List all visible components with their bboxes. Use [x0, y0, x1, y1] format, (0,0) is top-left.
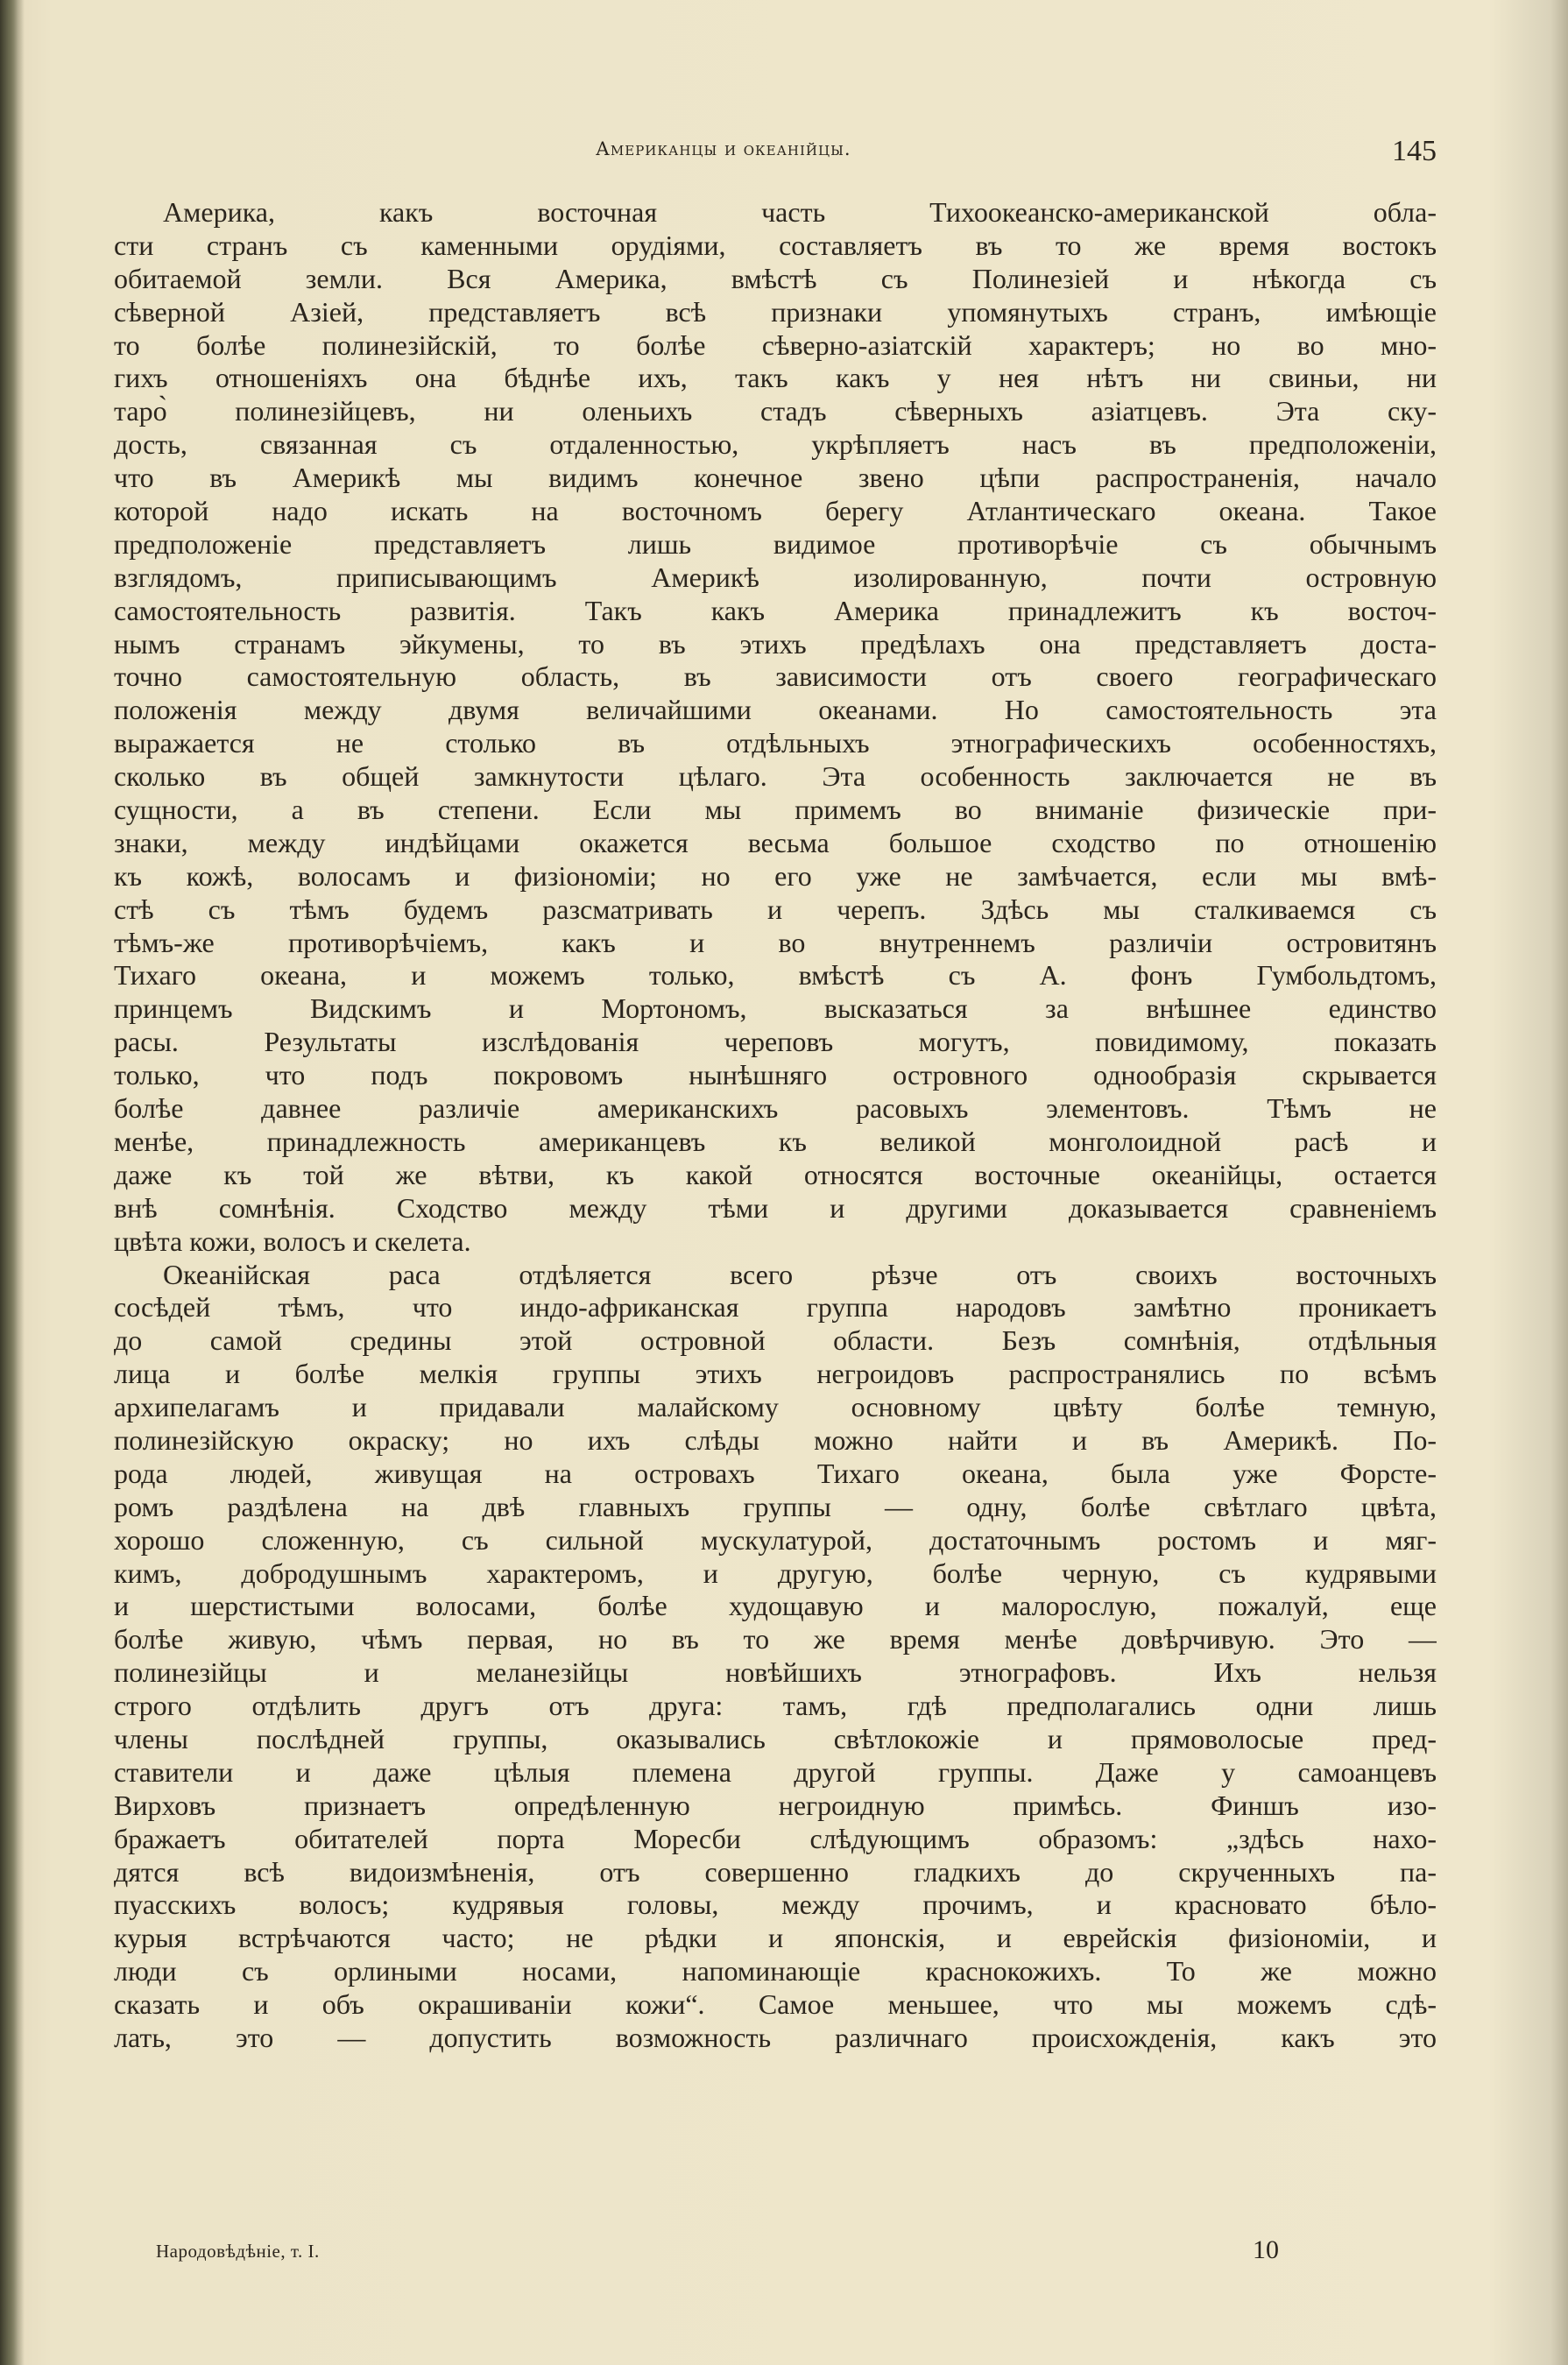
text-line: обитаемой земли. Вся Америка, вмѣстѣ съ Полинезіей и нѣкогда съ	[114, 262, 1437, 294]
signature-mark: Народовѣдѣніе, т. I.	[156, 2241, 320, 2262]
text-line: хорошо сложенную, съ сильной мускулатурой, достаточнымъ ростомъ и мяг-	[114, 1523, 1437, 1556]
text-line: Тихаго океана, и можемъ только, вмѣстѣ съ А. фонъ Гумбольдтомъ,	[114, 959, 1437, 992]
text-line: менѣе, принадлежность американцевъ къ великой монголоидной расѣ и	[114, 1125, 1437, 1157]
text-line: до самой средины этой островной области. Безъ сомнѣнія, отдѣльныя	[114, 1324, 1437, 1357]
text-line: что въ Америкѣ мы видимъ конечное звено цѣпи распространенія, начало	[114, 462, 1437, 494]
text-line: расы. Результаты изслѣдованія череповъ могутъ, повидимому, показать	[114, 1026, 1437, 1058]
text-line: рода людей, живущая на островахъ Тихаго океана, была уже Форсте-	[114, 1457, 1437, 1489]
sheet-number: 10	[1253, 2235, 1279, 2264]
running-title: Американцы и океанійцы.	[596, 138, 851, 159]
text-line: гихъ отношеніяхъ она бѣднѣе ихъ, такъ какъ у нея нѣтъ ни свиньи, ни	[114, 362, 1437, 394]
text-line: пуасскихъ волосъ; кудрявыя головы, между прочимъ, и красновато бѣло-	[114, 1888, 1437, 1921]
text-line: знаки, между индѣйцами окажется весьма большое сходство по отношенію	[114, 826, 1437, 858]
text-line: курыя встрѣчаются часто; не рѣдки и японскія, и еврейскія физіономіи, и	[114, 1922, 1437, 1954]
text-line: сущности, а въ степени. Если мы примемъ во вниманіе физическіе при-	[114, 794, 1437, 826]
binding-shadow	[0, 0, 25, 2365]
text-line: предположеніе представляетъ лишь видимое противорѣчіе съ обычнымъ	[114, 527, 1437, 560]
text-line: самостоятельность развитія. Такъ какъ Америка принадлежитъ къ восточ-	[114, 594, 1437, 626]
text-line: ромъ раздѣлена на двѣ главныхъ группы — одну, болѣе свѣтлаго цвѣта,	[114, 1490, 1437, 1522]
text-line: нымъ странамъ эйкумены, то въ этихъ предѣлахъ она представляетъ доста-	[114, 627, 1437, 660]
text-line: только, что подъ покровомъ нынѣшняго островного однообразія скрывается	[114, 1059, 1437, 1091]
text-line: люди съ орлиными носами, напоминающіе краснокожихъ. То же можно	[114, 1955, 1437, 1987]
text-line: ставители и даже цѣлыя племена другой группы. Даже у самоанцевъ	[114, 1755, 1437, 1788]
page-number: 145	[1392, 135, 1437, 167]
text-line: лица и болѣе мелкія группы этихъ негроидовъ распространялись по всѣмъ	[114, 1358, 1437, 1390]
body-text	[114, 196, 1437, 2055]
text-line: тѣмъ-же противорѣчіемъ, какъ и во внутреннемъ различіи островитянъ	[114, 926, 1437, 958]
running-header	[114, 131, 1437, 173]
text-line: то болѣе полинезійскій, то болѣе сѣверно-азіатскій характеръ; но во мно-	[114, 328, 1437, 361]
text-line: точно самостоятельную область, въ зависимости отъ своего географическаго	[114, 660, 1437, 693]
text-line: внѣ сомнѣнія. Сходство между тѣми и другими доказывается сравненіемъ	[114, 1191, 1437, 1224]
paragraph-end-line: цвѣта кожи, волосъ и скелета.	[114, 1225, 471, 1257]
text-line: таро̀ полинезійцевъ, ни оленьихъ стадъ сѣверныхъ азіатцевъ. Эта ску-	[114, 395, 1437, 427]
text-line: полинезійцы и меланезійцы новѣйшихъ этнографовъ. Ихъ нельзя	[114, 1656, 1437, 1689]
text-line: Вирховъ признаетъ опредѣленную негроидную примѣсь. Финшъ изо-	[114, 1789, 1437, 1821]
text-line: Океанійская раса отдѣляется всего рѣзче отъ своихъ восточныхъ	[163, 1258, 1437, 1290]
text-line: лать, это — допустить возможность различнаго происхожденія, какъ это	[114, 2021, 1437, 2053]
text-line: Америка, какъ восточная часть Тихоокеанско-американской обла-	[163, 196, 1437, 228]
text-line: полинезійскую окраску; но ихъ слѣды можно найти и въ Америкѣ. По-	[114, 1423, 1437, 1456]
text-line: положенія между двумя величайшими океанами. Но самостоятельность эта	[114, 694, 1437, 726]
text-line: принцемъ Видскимъ и Мортономъ, высказаться за внѣшнее единство	[114, 992, 1437, 1025]
text-line: бражаетъ обитателей порта Моресби слѣдующимъ образомъ: „здѣсь нахо-	[114, 1822, 1437, 1854]
text-line: выражается не столько въ отдѣльныхъ этнографическихъ особенностяхъ,	[114, 727, 1437, 759]
text-line: сколько въ общей замкнутости цѣлаго. Эта особенность заключается не въ	[114, 760, 1437, 793]
text-line: сѣверной Азіей, представляетъ всѣ признаки упомянутыхъ странъ, имѣющіе	[114, 295, 1437, 328]
text-line: сти странъ съ каменными орудіями, составляетъ въ то же время востокъ	[114, 229, 1437, 261]
text-line: дость, связанная съ отдаленностью, укрѣпляетъ насъ въ предположеніи,	[114, 428, 1437, 461]
text-line: сосѣдей тѣмъ, что индо-африканская группа народовъ замѣтно проникаетъ	[114, 1291, 1437, 1324]
text-line: которой надо искать на восточномъ берегу Атлантическаго океана. Такое	[114, 495, 1437, 527]
text-line: стѣ съ тѣмъ будемъ разсматривать и черепъ. Здѣсь мы сталкиваемся съ	[114, 893, 1437, 925]
text-line: даже къ той же вѣтви, къ какой относятся восточные океанійцы, остается	[114, 1158, 1437, 1190]
text-line: взглядомъ, приписывающимъ Америкѣ изолированную, почти островную	[114, 561, 1437, 593]
text-line: болѣе живую, чѣмъ первая, но въ то же время менѣе довѣрчивую. Это —	[114, 1623, 1437, 1656]
text-line: сказать и объ окрашиваніи кожи“. Самое меньшее, что мы можемъ сдѣ-	[114, 1988, 1437, 2021]
text-line: кимъ, добродушнымъ характеромъ, и другую, болѣе черную, съ кудрявыми	[114, 1557, 1437, 1589]
page-footer	[156, 2235, 1295, 2270]
text-line: дятся всѣ видоизмѣненія, отъ совершенно гладкихъ до скрученныхъ па-	[114, 1855, 1437, 1888]
text-line: и шерстистыми волосами, болѣе худощавую и малорослую, пожалуй, еще	[114, 1590, 1437, 1622]
text-line: болѣе давнее различіе американскихъ расовыхъ элементовъ. Тѣмъ не	[114, 1092, 1437, 1125]
text-line: архипелагамъ и придавали малайскому основному цвѣту болѣе темную,	[114, 1391, 1437, 1423]
text-line: члены послѣдней группы, оказывались свѣтлокожіе и прямоволосые пред-	[114, 1722, 1437, 1754]
text-line: къ кожѣ, волосамъ и физіономіи; но его уже не замѣчается, если мы вмѣ-	[114, 859, 1437, 892]
text-line: строго отдѣлить другъ отъ друга: тамъ, гдѣ предполагались одни лишь	[114, 1690, 1437, 1722]
